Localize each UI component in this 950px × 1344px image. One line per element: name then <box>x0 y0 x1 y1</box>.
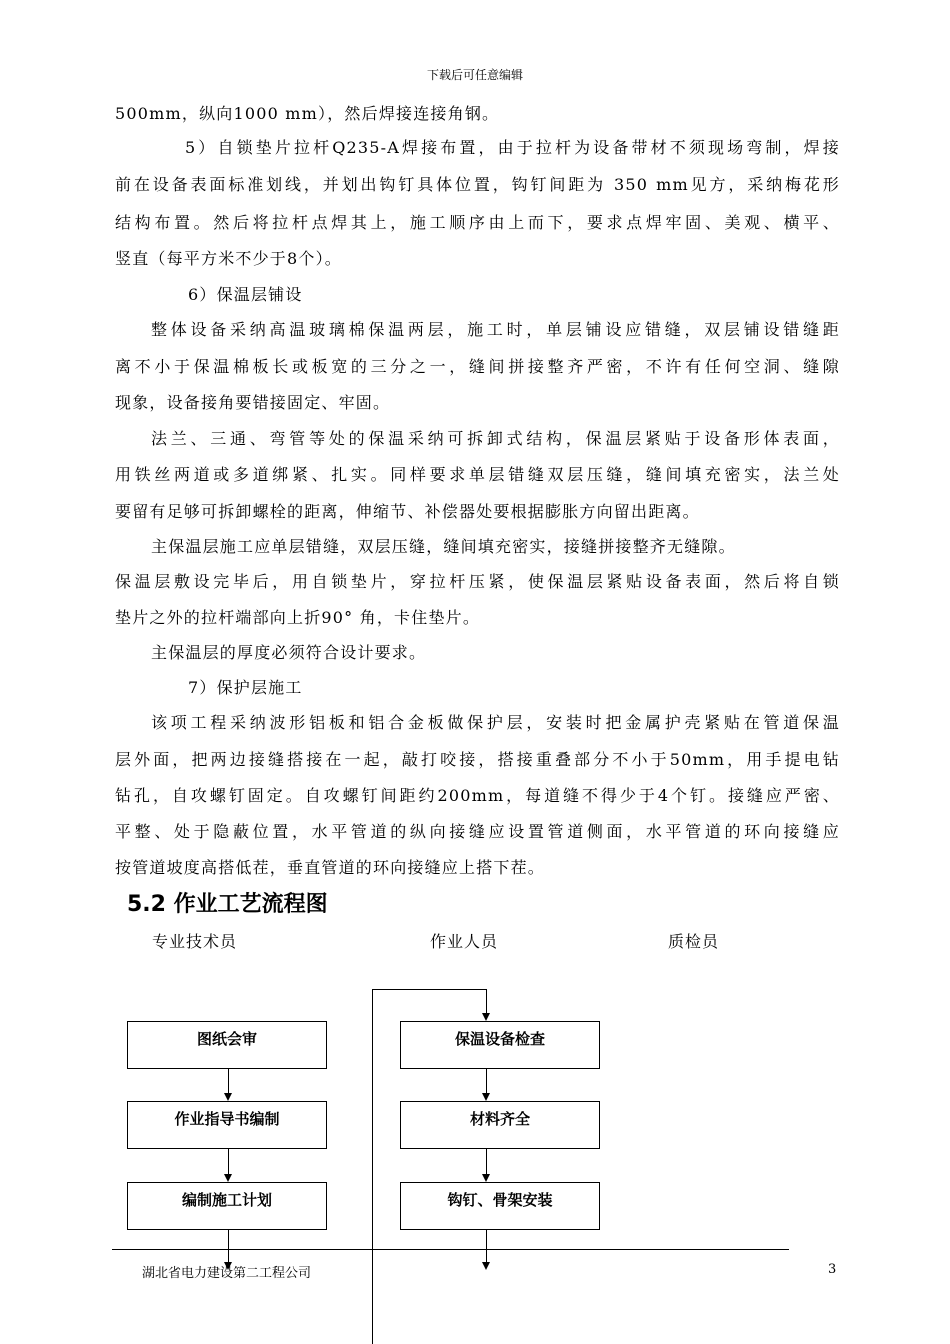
text-line: 保温层敷设完毕后，用自锁垫片，穿拉杆压紧，使保温层紧贴设备表面，然后将自锁 <box>115 572 840 591</box>
text-line: 按管道坡度高搭低茬，垂直管道的环向接缝应上搭下茬。 <box>115 858 546 877</box>
flow-connector <box>228 1230 229 1264</box>
arrow-down-icon <box>482 1174 490 1182</box>
flow-connector <box>486 989 487 1013</box>
section-heading: 5.2 作业工艺流程图 <box>127 892 328 917</box>
subsection-title: 6）保温层铺设 <box>188 285 303 304</box>
flow-connector <box>486 1069 487 1093</box>
text-line: 要留有足够可拆卸螺栓的距离，伸缩节、补偿器处要根据膨胀方向留出距离。 <box>115 502 700 521</box>
page-number: 3 <box>828 1262 837 1277</box>
text-line: 结构布置。然后将拉杆点焊其上，施工顺序由上而下，要求点焊牢固、美观、横平、 <box>115 213 840 232</box>
arrow-down-icon <box>224 1093 232 1101</box>
flow-connector-loop <box>372 989 487 990</box>
text-line: 层外面，把两边接缝搭接在一起，敲打咬接，搭接重叠部分不小于50mm，用手提电钻 <box>115 750 840 769</box>
arrow-down-icon <box>482 1262 490 1270</box>
text-line: 主保温层施工应单层错缝，双层压缝，缝间填充密实，接缝拼接整齐无缝隙。 <box>151 537 736 556</box>
flow-connector-loop <box>372 989 373 1344</box>
flow-box-instruction-writing: 作业指导书编制 <box>127 1101 327 1149</box>
text-line: 钻孔，自攻螺钉固定。自攻螺钉间距约200mm，每道缝不得少于4个钉。接缝应严密、 <box>115 786 840 805</box>
arrow-down-icon <box>482 1013 490 1021</box>
text-line: 平整、处于隐蔽位置，水平管道的纵向接缝应设置管道侧面，水平管道的环向接缝应 <box>115 822 840 841</box>
text-line: 法兰、三通、弯管等处的保温采纳可拆卸式结构，保温层紧贴于设备形体表面， <box>151 429 840 448</box>
text-line: 现象，设备接角要错接固定、牢固。 <box>115 393 391 412</box>
flow-box-construction-plan: 编制施工计划 <box>127 1182 327 1230</box>
text-line: 主保温层的厚度必须符合设计要求。 <box>151 643 427 662</box>
column-title-technician: 专业技术员 <box>152 932 238 951</box>
text-line: 垫片之外的拉杆端部向上折90° 角，卡住垫片。 <box>115 608 481 627</box>
text-line: 500mm，纵向1000 mm），然后焊接连接角钢。 <box>115 104 500 123</box>
text-line: 竖直（每平方米不少于8个）。 <box>115 249 342 268</box>
arrow-down-icon <box>482 1093 490 1101</box>
arrow-down-icon <box>224 1174 232 1182</box>
flow-connector <box>228 1069 229 1093</box>
text-line: 用铁丝两道或多道绑紧、扎实。同样要求单层错缝双层压缝，缝间填充密实，法兰处 <box>115 465 840 484</box>
flow-box-equipment-check: 保温设备检查 <box>400 1021 600 1069</box>
text-line: 前在设备表面标准划线，并划出钩钉具体位置，钩钉间距为 350 mm见方，采纳梅花形 <box>115 175 840 194</box>
flow-box-materials-ready: 材料齐全 <box>400 1101 600 1149</box>
text-line: 整体设备采纳高温玻璃棉保温两层，施工时，单层铺设应错缝，双层铺设错缝距 <box>151 320 840 339</box>
footer-company: 湖北省电力建设第二工程公司 <box>142 1266 312 1281</box>
flow-box-drawing-review: 图纸会审 <box>127 1021 327 1069</box>
flow-connector <box>486 1149 487 1174</box>
text-line: 离不小于保温棉板长或板宽的三分之一，缝间拼接整齐严密，不许有任何空洞、缝隙 <box>115 357 840 376</box>
flow-box-hook-frame-install: 钩钉、骨架安装 <box>400 1182 600 1230</box>
text-line: 该项工程采纳波形铝板和铝合金板做保护层，安装时把金属护壳紧贴在管道保温 <box>151 713 840 732</box>
header-note: 下载后可任意编辑 <box>426 68 523 82</box>
flow-connector <box>228 1149 229 1174</box>
subsection-title: 7）保护层施工 <box>188 678 303 697</box>
column-title-inspector: 质检员 <box>668 932 720 951</box>
column-title-workers: 作业人员 <box>430 932 499 951</box>
text-line: 5）自锁垫片拉杆Q235-A焊接布置，由于拉杆为设备带材不须现场弯制，焊接 <box>185 138 840 157</box>
flow-connector <box>486 1230 487 1264</box>
footer-rule <box>112 1249 789 1250</box>
